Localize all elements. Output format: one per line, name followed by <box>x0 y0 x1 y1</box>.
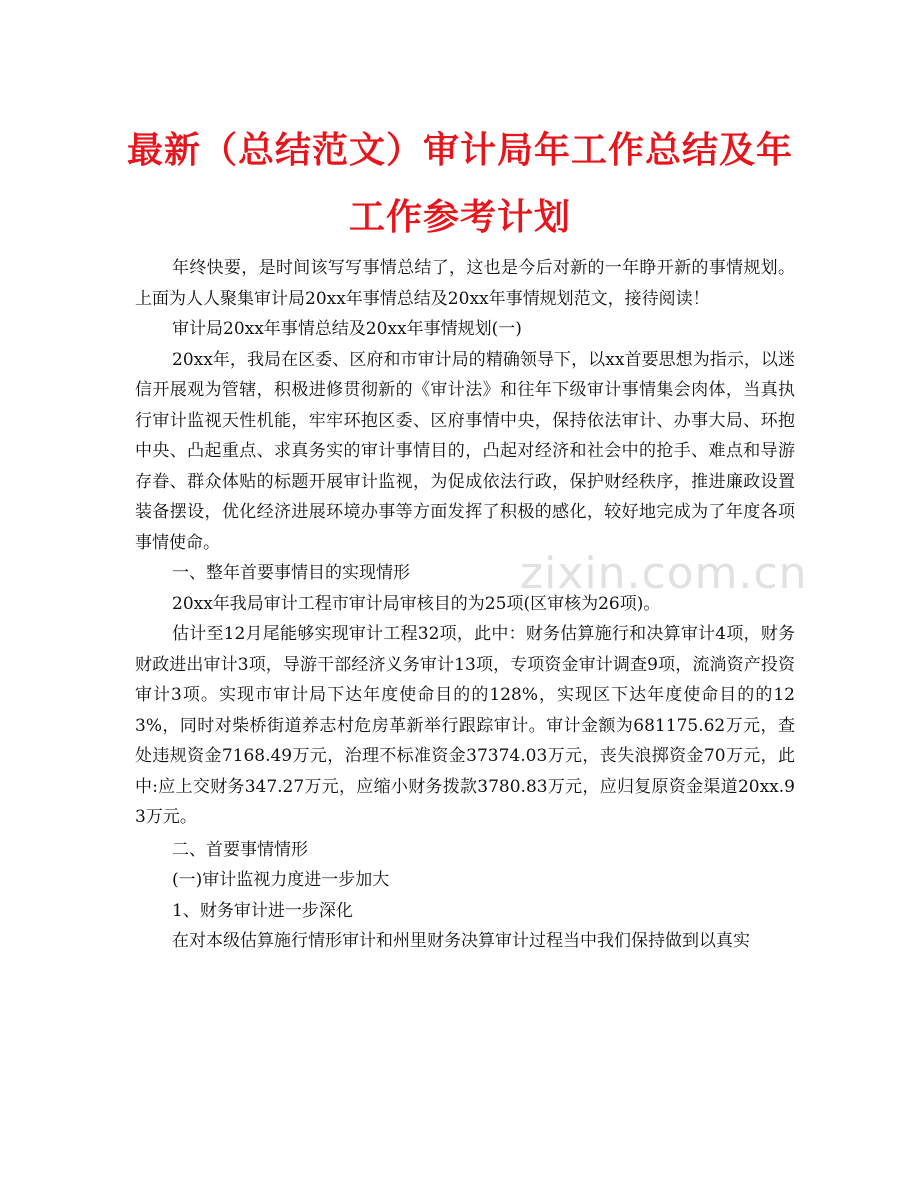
subsection-heading: (一)审计监视力度进一步加大 <box>172 870 390 890</box>
document-title-line-1: 最新（总结范文）审计局年工作总结及年 <box>126 130 793 171</box>
body-paragraph: 20xx年，我局在区委、区府和市审计局的精确领导下，以xx首要思想为指示，以迷信开展观为管辖，积极进修贯彻新的《审计法》和往年下级审计事情集会肉体，当真执行审计监视天性机能，牢牢环抱区委、区府事情中央，保持依法审计、办事大局、环抱中央、凸起重点、求真务实的审计事情目的，凸起对经济和社会中的抢手、难点和导游存眷、群众体贴的标题开展审计监视，为促成依法行政，保护财经秩序，推进廉政设置装备摆设，优化经济进展环境办事等方面发挥了积极的感化，较好地完成为了年度各项事情使命。 <box>135 349 795 553</box>
subsection-heading: 1、财务审计进一步深化 <box>172 900 353 921</box>
section-heading: 审计局20xx年事情总结及20xx年事情规划(一) <box>172 319 522 339</box>
section-heading: 一、整年首要事情目的实现情形 <box>172 563 410 583</box>
section-heading: 二、首要事情情形 <box>172 839 308 860</box>
body-paragraph: 在对本级估算施行情形审计和州里财务决算审计过程当中我们保持做到以真实 <box>172 931 750 951</box>
document-title-line-2: 工作参考计划 <box>348 197 571 238</box>
document-body <box>135 253 795 957</box>
intro-paragraph: 年终快要，是时间该写写事情总结了，这也是今后对新的一年睁开新的事情规划。上面为人人聚集审计局20xx年事情总结及20xx年事情规划范文，接待阅读！ <box>135 258 795 309</box>
body-paragraph: 估计至12月尾能够实现审计工程32项，此中：财务估算施行和决算审计4项，财务财政进出审计3项，导游干部经济义务审计13项，专项资金审计调查9项，流淌资产投资审计3项。实现市审计局下达年度使命目的的128%，实现区下达年度使命目的的123%，同时对柴桥街道养志村危房革新举行跟踪审计。审计金额为681175.62万元，查处违规资金7168.49万元，治理不标准资金37374.03万元，丧失浪掷资金70万元，此中:应上交财务347.27万元，应缩小财务拨款3780.83万元，应归复原资金渠道20xx.93万元。 <box>135 624 795 827</box>
body-paragraph: 20xx年我局审计工程市审计局审核目的为25项(区审核为26项)。 <box>172 593 661 614</box>
watermark: zixin.com.cn <box>520 548 808 599</box>
